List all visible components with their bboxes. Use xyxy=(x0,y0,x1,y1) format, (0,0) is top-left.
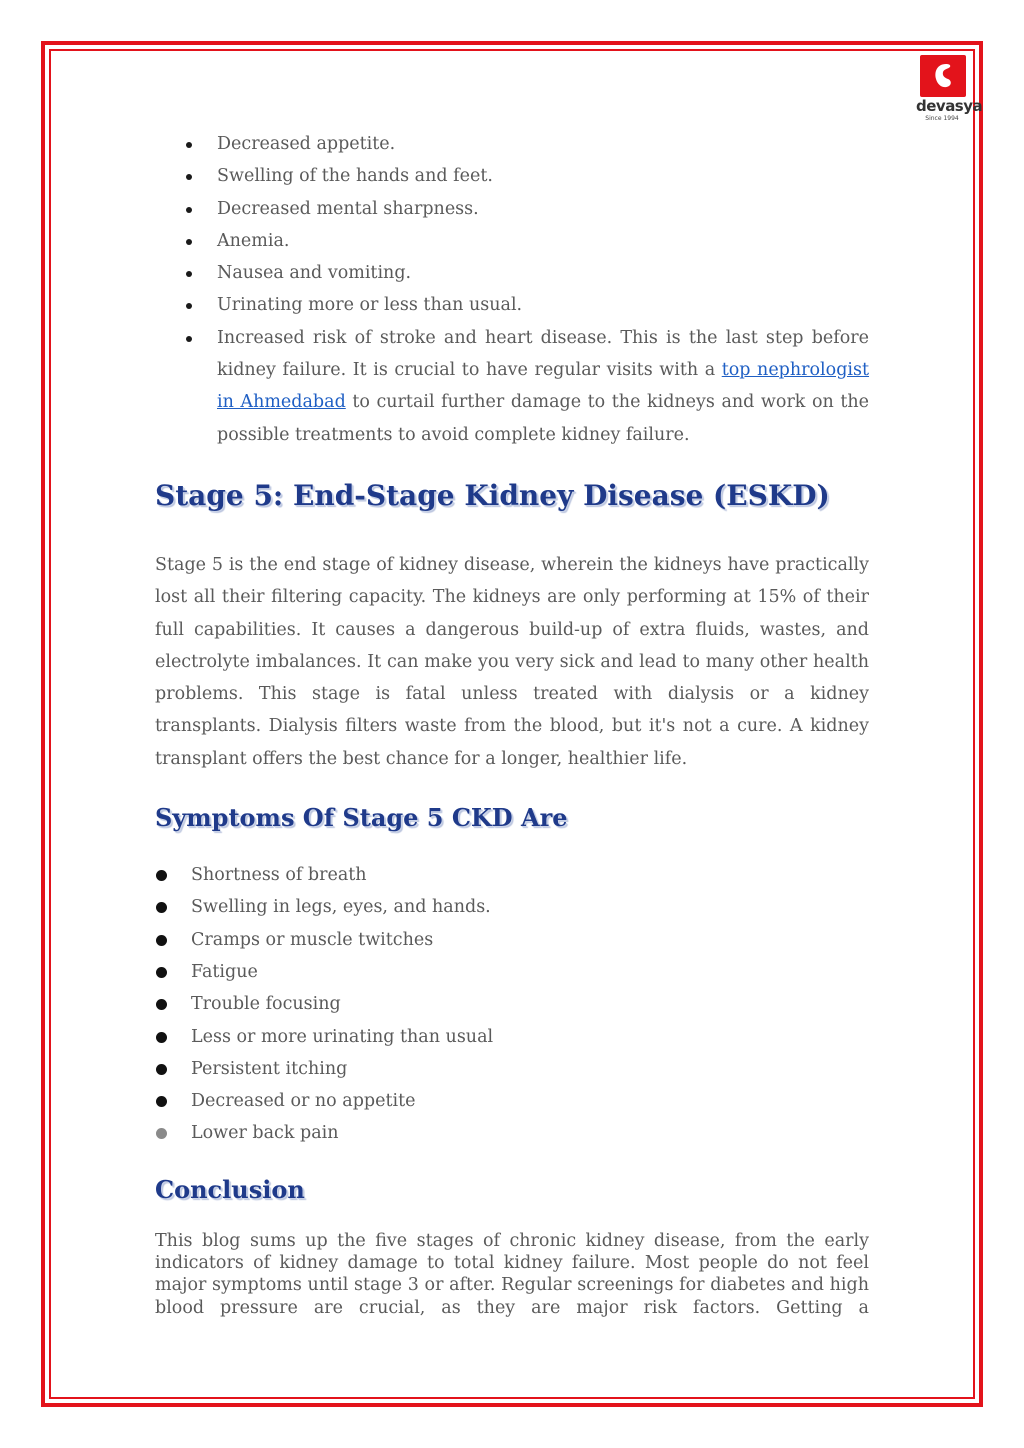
bullet-icon xyxy=(186,239,192,245)
list-item: Anemia. xyxy=(155,225,869,257)
list-item: Trouble focusing xyxy=(155,988,869,1020)
list-item: Shortness of breath xyxy=(155,859,869,891)
list-item: Swelling of the hands and feet. xyxy=(155,160,869,192)
bullet-icon xyxy=(156,870,167,881)
bullet-icon xyxy=(186,271,192,277)
list-item: Urinating more or less than usual. xyxy=(155,289,869,321)
kidney-icon xyxy=(920,55,966,97)
list-item: Persistent itching xyxy=(155,1053,869,1085)
bullet-icon xyxy=(156,1128,167,1139)
symptoms-heading: Symptoms Of Stage 5 CKD Are xyxy=(155,803,568,833)
list-item: Decreased mental sharpness. xyxy=(155,193,869,225)
devasya-logo xyxy=(916,55,983,133)
list-item: Less or more urinating than usual xyxy=(155,1021,869,1053)
bullet-icon xyxy=(156,999,167,1010)
bullet-icon xyxy=(156,935,167,946)
list-item xyxy=(155,322,869,451)
stage5-heading: Stage 5: End-Stage Kidney Disease (ESKD) xyxy=(155,478,830,512)
nephrologist-link[interactable]: top nephrologist in Ahmedabad xyxy=(217,360,870,413)
document-body xyxy=(155,128,869,1319)
list-item: Fatigue xyxy=(155,956,869,988)
list-item: Decreased or no appetite xyxy=(155,1085,869,1117)
bullet-icon xyxy=(186,336,192,342)
bullet-icon xyxy=(156,1096,167,1107)
bullet-icon xyxy=(156,967,167,978)
bullet-icon xyxy=(156,1064,167,1075)
conclusion-paragraph: This blog sums up the five stages of chronic kidney disease, from the early indicators of kidney damage to total kidney failure. Most people do not feel major symptoms until stage 3 or after. Regular screenings for diabetes and high blood pressure are crucial, as they are major risk factors. Getting a xyxy=(155,1230,869,1318)
bullet-icon xyxy=(156,902,167,913)
brand-since: Since 1994 xyxy=(925,115,959,122)
list-item: Cramps or muscle twitches xyxy=(155,924,869,956)
bullet-icon xyxy=(186,142,192,148)
list-item: Nausea and vomiting. xyxy=(155,257,869,289)
list-item-text-after-link: to curtail further damage to the kidneys and work on the possible treatments to avoid complete kidney failure. xyxy=(217,392,870,445)
bullet-icon xyxy=(156,1032,167,1043)
stage5-symptom-list xyxy=(155,859,869,1150)
bullet-icon xyxy=(186,207,192,213)
list-item-text-before-link: Increased risk of stroke and heart disease. This is the last step before kidney failure. It is crucial to have regular visits with a xyxy=(217,327,869,381)
conclusion-heading: Conclusion xyxy=(155,1174,305,1204)
stage4-symptom-list xyxy=(155,128,869,451)
list-item: Lower back pain xyxy=(155,1117,869,1149)
stage5-paragraph: Stage 5 is the end stage of kidney disease, wherein the kidneys have practically lost all their filtering capacity. The kidneys are only performing at 15% of their full capabilities. It causes a dangerous build-up of extra fluids, wastes, and electrolyte imbalances. It can make you very sick and lead to many other health problems. This stage is fatal unless treated with dialysis or a kidney transplants. Dialysis filters waste from the blood, but it's not a cure. A kidney transplant offers the best chance for a longer, healthier life. xyxy=(155,554,869,769)
bullet-icon xyxy=(186,174,192,180)
bullet-icon xyxy=(186,303,192,309)
brand-name: devasya xyxy=(916,97,983,115)
list-item: Decreased appetite. xyxy=(155,128,869,160)
list-item: Swelling in legs, eyes, and hands. xyxy=(155,891,869,923)
